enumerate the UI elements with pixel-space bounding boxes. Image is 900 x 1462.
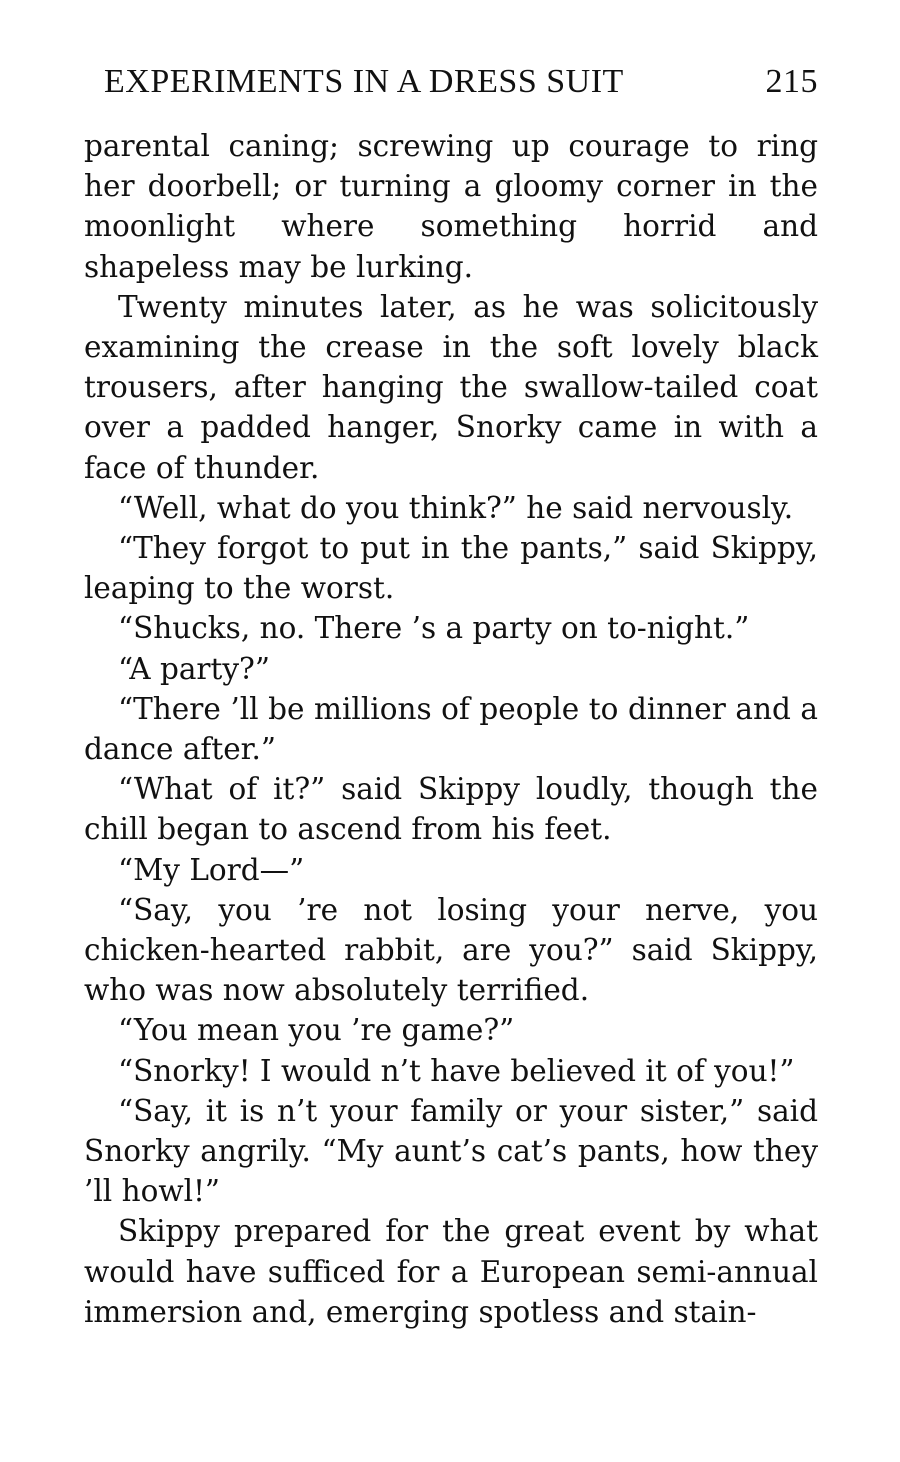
- paragraph: “They forgot to put in the pants,” said Skippy, leaping to the worst.: [84, 531, 818, 606]
- running-title: EXPERIMENTS IN A DRESS SUIT: [104, 63, 624, 100]
- paragraph: “Shucks, no. There ’s a party on to-night.”: [118, 611, 750, 646]
- running-header: [84, 60, 818, 104]
- body-text: [84, 126, 818, 1332]
- paragraph: parental caning; screwing up courage to ring her doorbell; or turning a gloomy corner in the moonlight where something horrid and shapeless may be lurking.: [84, 129, 818, 284]
- paragraph: “Snorky! I would n’t have believed it of you!”: [118, 1053, 795, 1088]
- paragraph: “A party?”: [118, 651, 270, 686]
- paragraph: Twenty minutes later, as he was solicitously examining the crease in the soft lovely black trousers, after hanging the swallow-tailed coat over a padded hanger, Snorky came in with a face of thunder.: [84, 289, 818, 485]
- paragraph: “My Lord—”: [118, 852, 305, 887]
- paragraph: “There ’ll be millions of people to dinner and a dance after.”: [84, 691, 818, 767]
- page-number: 215: [765, 63, 818, 100]
- paragraph: “What of it?” said Skippy loudly, though the chill began to ascend from his feet.: [84, 772, 818, 847]
- paragraph: “Say, you ’re not losing your nerve, you chicken-hearted rabbit, are you?” said Skippy, who was now absolutely terrified.: [84, 892, 818, 1008]
- paragraph: Skippy prepared for the great event by what would have sufficed for a European semi-annual immersion and, emerging spotless and stain-: [84, 1214, 818, 1329]
- paragraph: “Well, what do you think?” he said nervously.: [118, 490, 794, 525]
- book-page: [84, 60, 818, 1332]
- paragraph: “Say, it is n’t your family or your sister,” said Snorky angrily. “My aunt’s cat’s pants, how they ’ll howl!”: [84, 1093, 818, 1209]
- paragraph: “You mean you ’re game?”: [118, 1013, 515, 1048]
